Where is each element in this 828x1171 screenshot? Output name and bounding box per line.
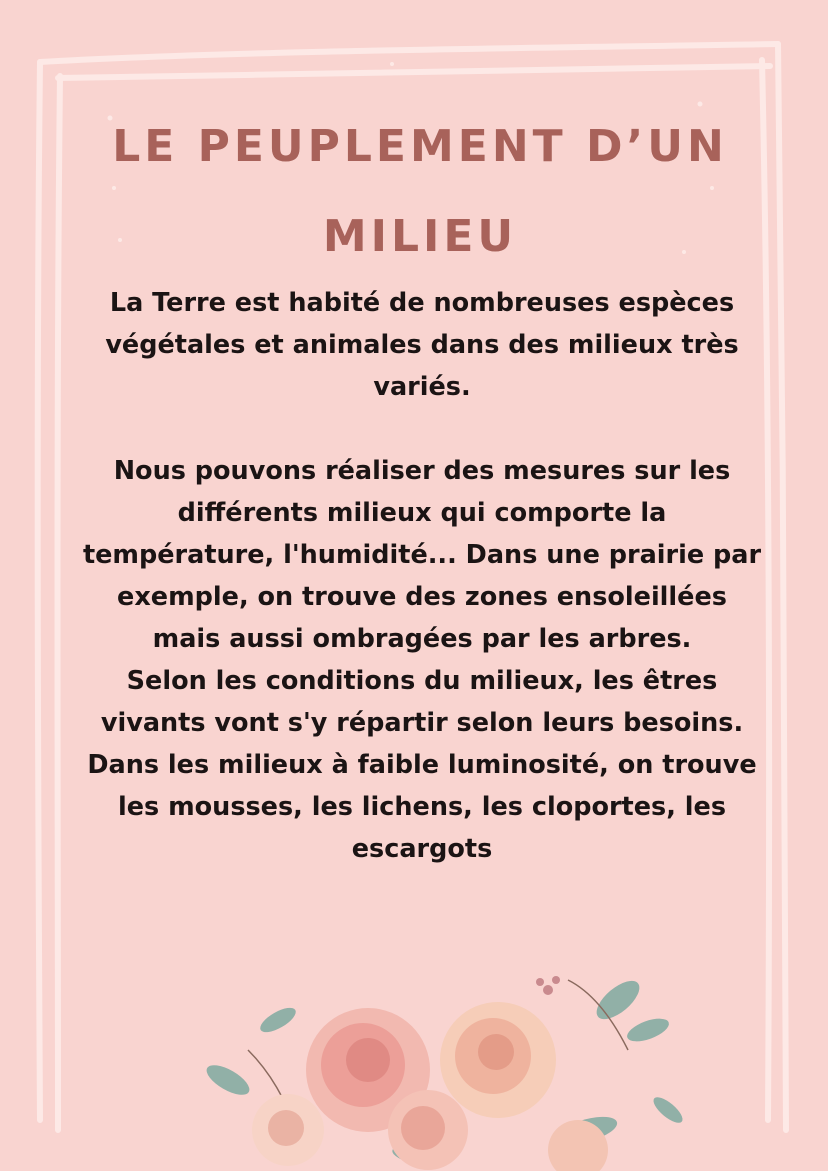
rose-bouquet-illustration bbox=[168, 960, 688, 1171]
paragraph-intro: La Terre est habité de nombreuses espèces végétales et animales dans des milieux très variés. bbox=[105, 288, 739, 402]
paragraph-low-light: Dans les milieux à faible luminosité, on trouve les mousses, les lichens, les cloportes, les escargots bbox=[87, 750, 757, 864]
page-title bbox=[80, 102, 760, 282]
paragraph-conditions: Selon les conditions du milieux, les êtres vivants vont s'y répartir selon leurs besoins. bbox=[100, 666, 744, 738]
title-line-2: MILIEU bbox=[322, 211, 518, 262]
paragraph-spacer bbox=[82, 408, 762, 450]
paragraph-measures: Nous pouvons réaliser des mesures sur les différents milieux qui comporte la température, l'humidité... Dans une prairie par exemple, on trouve des zones ensoleillées mais aussi ombragées par les arbres. bbox=[82, 456, 762, 654]
title-line-1: LE PEUPLEMENT D’UN bbox=[112, 121, 728, 172]
body-text bbox=[82, 282, 762, 870]
